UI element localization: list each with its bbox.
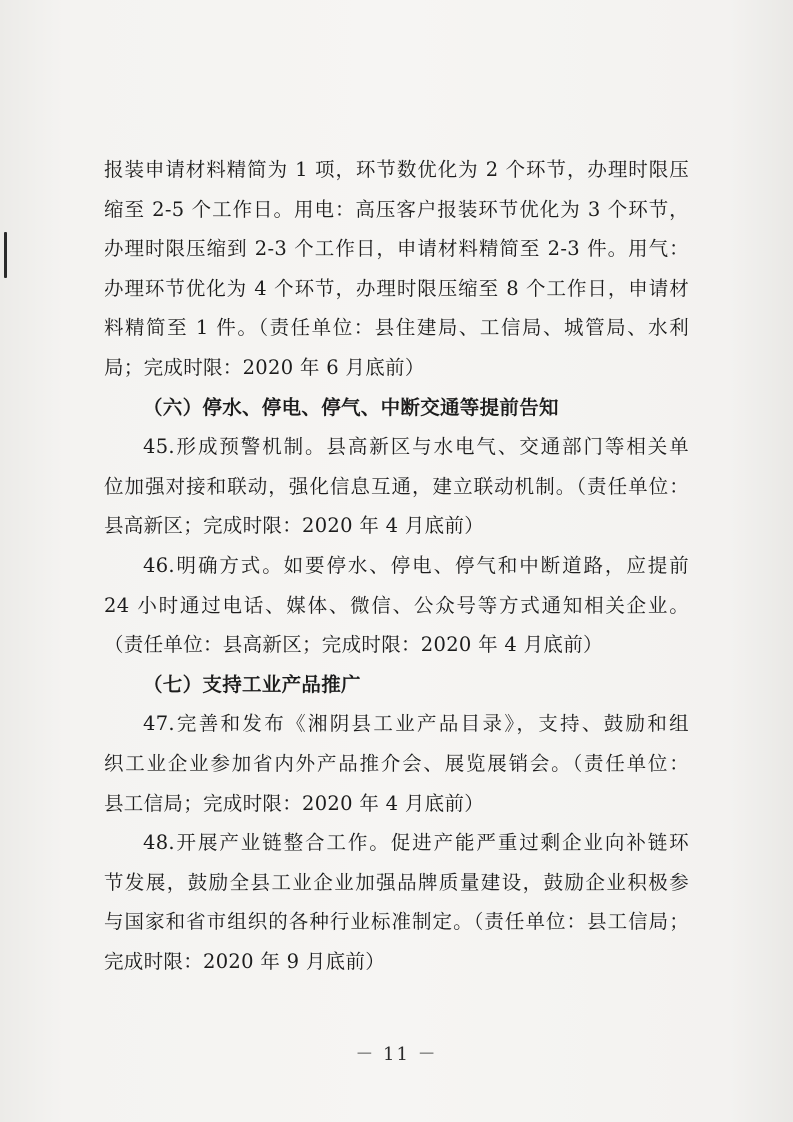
text-line: 织工业企业参加省内外产品推介会、展览展销会。（责任单位： xyxy=(104,751,689,775)
page-number: － 11 － xyxy=(355,1044,438,1065)
scan-edge-mark xyxy=(4,232,7,278)
text-line: 与国家和省市组织的各种行业标准制定。（责任单位：县工信局； xyxy=(104,910,689,934)
text-line: 完成时限：2020 年 9 月底前） xyxy=(104,949,386,973)
text-line: 报装申请材料精简为 1 项，环节数优化为 2 个环节，办理时限压 xyxy=(104,158,689,181)
text-line: 缩至 2-5 个工作日。用电：高压客户报装环节优化为 3 个环节， xyxy=(104,197,689,221)
text-line: 县高新区；完成时限：2020 年 4 月底前） xyxy=(104,514,485,538)
paragraph-item-45 xyxy=(104,427,689,546)
text-line: 48.开展产业链整合工作。促进产能严重过剩企业向补链环 xyxy=(143,831,689,855)
text-line: 节发展，鼓励全县工业企业加强品牌质量建设，鼓励企业积极参 xyxy=(104,870,689,894)
text-line: 47.完善和发布《湘阴县工业产品目录》，支持、鼓励和组 xyxy=(143,712,689,736)
text-line: 办理环节优化为 4 个环节，办理时限压缩至 8 个工作日，申请材 xyxy=(104,276,689,300)
text-line: 46.明确方式。如要停水、停电、停气和中断道路，应提前 xyxy=(143,553,689,577)
paragraph-continuation xyxy=(104,150,689,388)
paragraph-item-48 xyxy=(104,823,689,981)
paragraph-item-46 xyxy=(104,546,689,665)
text-line: 45.形成预警机制。县高新区与水电气、交通部门等相关单 xyxy=(143,435,689,459)
text-line: 料精简至 1 件。（责任单位：县住建局、工信局、城管局、水利 xyxy=(104,316,689,340)
section-heading-7: （七）支持工业产品推广 xyxy=(143,672,361,696)
text-line: （责任单位：县高新区；完成时限：2020 年 4 月底前） xyxy=(104,633,603,657)
paragraph-item-47 xyxy=(104,704,689,823)
text-line: 位加强对接和联动，强化信息互通，建立联动机制。（责任单位： xyxy=(104,474,689,498)
section-heading-6: （六）停水、停电、停气、中断交通等提前告知 xyxy=(143,395,559,419)
text-line: 局；完成时限：2020 年 6 月底前） xyxy=(104,355,425,379)
text-line: 县工信局；完成时限：2020 年 4 月底前） xyxy=(104,791,485,815)
document-body xyxy=(104,150,689,981)
text-line: 24 小时通过电话、媒体、微信、公众号等方式通知相关企业。 xyxy=(104,593,689,617)
text-line: 办理时限压缩到 2-3 个工作日，申请材料精简至 2-3 件。用气： xyxy=(104,237,689,261)
